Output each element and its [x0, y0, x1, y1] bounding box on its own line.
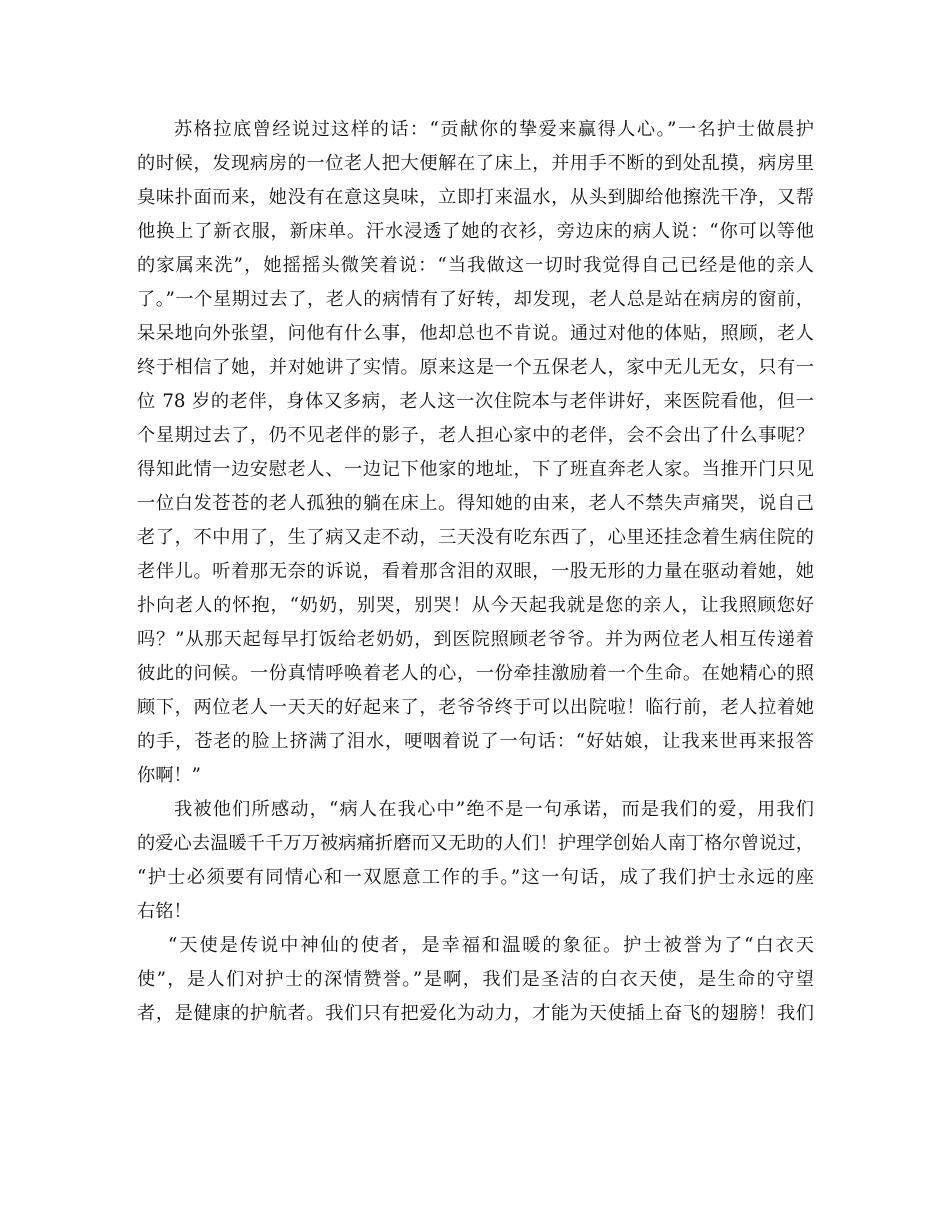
text-line: 了。”一个星期过去了，老人的病情有了好转，却发现，老人总是站在病房的窗前， — [137, 289, 814, 310]
document-body — [137, 113, 814, 1031]
text-line: 终于相信了她，并对她讲了实情。原来这是一个五保老人，家中无儿无女，只有一 — [137, 357, 814, 378]
text-line: 你啊！” — [137, 765, 201, 786]
text-line: 使”，是人们对护士的深情赞誉。”是啊，我们是圣洁的白衣天使，是生命的守望 — [137, 969, 814, 990]
text-line: 得知此情一边安慰老人、一边记下他家的地址，下了班直奔老人家。当推开门只见 — [137, 459, 814, 480]
text-line: 我被他们所感动，“病人在我心中”绝不是一句承诺，而是我们的爱，用我们 — [174, 799, 814, 820]
text-line: 臭味扑面而来，她没有在意这臭味，立即打来温水，从头到脚给他擦洗干净，又帮 — [137, 187, 814, 208]
text-line: 老了，不中用了，生了病又走不动，三天没有吃东西了，心里还挂念着生病住院的 — [137, 527, 814, 548]
text-line: 扑向老人的怀抱，“奶奶，别哭，别哭！从今天起我就是您的亲人，让我照顾您好 — [137, 595, 814, 616]
paragraph-1 — [137, 113, 814, 793]
paragraph-3 — [137, 929, 814, 1031]
text-line: 呆呆地向外张望，问他有什么事，他却总也不肯说。通过对他的体贴，照顾，老人 — [137, 323, 814, 344]
paragraph-2 — [137, 793, 814, 929]
text-line: 的家属来洗”，她摇摇头微笑着说：“当我做这一切时我觉得自己已经是他的亲人 — [137, 255, 814, 276]
text-line: 者，是健康的护航者。我们只有把爱化为动力，才能为天使插上奋飞的翅膀！我们 — [137, 1003, 814, 1024]
text-line: 老伴儿。听着那无奈的诉说，看着那含泪的双眼，一股无形的力量在驱动着她，她 — [137, 561, 814, 582]
text-line: 吗？”从那天起每早打饭给老奶奶，到医院照顾老爷爷。并为两位老人相互传递着 — [137, 629, 814, 650]
text-line: 右铭！ — [137, 901, 192, 922]
text-line: 的手，苍老的脸上挤满了泪水，哽咽着说了一句话：“好姑娘，让我来世再来报答 — [137, 731, 814, 752]
text-line: 的时候，发现病房的一位老人把大便解在了床上，并用手不断的到处乱摸，病房里 — [137, 153, 814, 174]
text-line: 彼此的问候。一份真情呼唤着老人的心，一份牵挂激励着一个生命。在她精心的照 — [137, 663, 814, 684]
text-line: 个星期过去了，仍不见老伴的影子，老人担心家中的老伴，会不会出了什么事呢？ — [137, 425, 814, 446]
text-line: 的爱心去温暖千千万万被病痛折磨而又无助的人们！护理学创始人南丁格尔曾说过， — [137, 833, 814, 854]
text-line: 位 78 岁的老伴，身体又多病，老人这一次住院本与老伴讲好，来医院看他，但一 — [137, 391, 814, 412]
text-line: “护士必须要有同情心和一双愿意工作的手。”这一句话，成了我们护士永远的座 — [137, 867, 814, 888]
text-line: 顾下，两位老人一天天的好起来了，老爷爷终于可以出院啦！临行前，老人拉着她 — [137, 697, 814, 718]
text-line: 苏格拉底曾经说过这样的话：“贡献你的挚爱来赢得人心。”一名护士做晨护 — [174, 119, 814, 140]
text-line: 一位白发苍苍的老人孤独的躺在床上。得知她的由来，老人不禁失声痛哭，说自己 — [137, 493, 814, 514]
text-line: 他换上了新衣服，新床单。汗水浸透了她的衣衫，旁边床的病人说：“你可以等他 — [137, 221, 814, 242]
text-line: “天使是传说中神仙的使者，是幸福和温暖的象征。护士被誉为了“白衣天 — [168, 935, 814, 956]
